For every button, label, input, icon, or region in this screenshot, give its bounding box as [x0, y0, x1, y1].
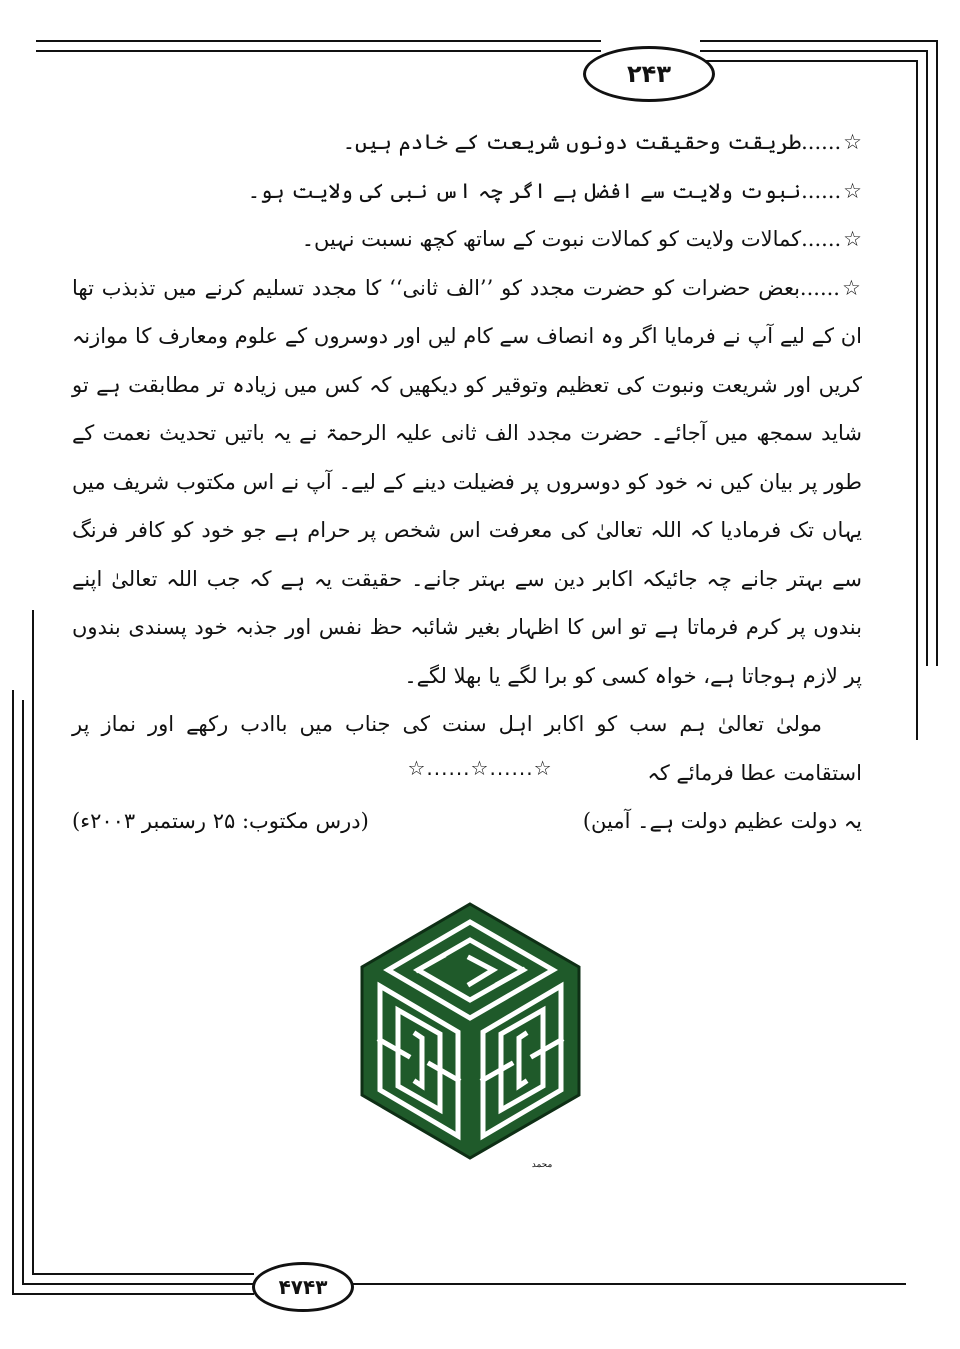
star-icon: ☆ [843, 130, 862, 154]
kufic-calligraphy-emblem [358, 900, 583, 1162]
bullet-item [72, 118, 862, 167]
frame-left-line-3 [32, 610, 34, 1275]
frame-bottom-line-3 [32, 1273, 254, 1275]
frame-top-line-1 [36, 40, 601, 42]
reference-citation: (درس مکتوب: ۲۵ رستمبر ۲۰۰۳ء) [72, 809, 369, 833]
frame-left-line-1 [12, 690, 14, 1295]
frame-bottom-right-line [346, 1283, 906, 1285]
emblem-caption: محمد [531, 1160, 553, 1170]
closing-last-text: یہ دولت عظیم دولت ہے۔ آمین) [582, 809, 862, 833]
section-divider: ☆......☆......☆ [407, 756, 553, 780]
star-icon: ☆ [843, 227, 862, 251]
frame-top-right-line-3 [700, 60, 918, 62]
header-page-number: ۲۴۳ [583, 46, 715, 102]
bullet-text: ......نبوت ولایت سے افضل ہے اگر چہ اس نبی کی ولایت ہو۔ [247, 178, 842, 203]
bullet-item [72, 167, 862, 216]
bullet-text: ......طریقت وحقیقت دونوں شریعت کے خادم ہیں۔ [342, 130, 842, 154]
main-paragraph [72, 264, 862, 701]
closing-last-line [72, 797, 862, 846]
page-content [72, 118, 862, 846]
bullet-item [72, 215, 862, 264]
frame-top-right-line-1 [700, 40, 938, 42]
frame-right-line-2 [926, 50, 928, 666]
frame-right-line-3 [916, 60, 918, 740]
star-icon: ☆ [841, 275, 862, 300]
bullet-text: ......کمالات ولایت کو کمالات نبوت کے ساتھ کچھ نسبت نہیں۔ [301, 227, 842, 251]
frame-top-right-line-2 [700, 50, 928, 52]
frame-bottom-line-1 [12, 1293, 254, 1295]
star-icon: ☆ [843, 178, 862, 203]
footer-page-number: ۴۷۴۳ [252, 1262, 354, 1312]
frame-top-line-2 [36, 50, 601, 52]
frame-right-line-1 [936, 40, 938, 666]
closing-prayer: مولیٰ تعالیٰ ہم سب کو اکابر اہل سنت کی جناب میں باادب رکھے اور نماز پر استقامت عطا فرمائے کہ [72, 712, 862, 785]
frame-bottom-line-2 [22, 1283, 254, 1285]
main-paragraph-text: ......بعض حضرات کو حضرت مجدد کو ’’الف ثانی‘‘ کا مجدد تسلیم کرنے میں تذبذب تھا ان کے لیے آپ نے فرمایا اگر وہ انصاف سے کام لیں اور دوسروں کے علوم ومعارف کا موازنہ کریں اور شریعت ونبوت کی تعظیم وتوقیر کو دیکھیں کہ کس میں زیادہ تر مطابقت ہے تو شاید سمجھ میں آجائے۔ حضرت مجدد الف ثانی علیہ الرحمۃ نے یہ باتیں تحدیث نعمت کے طور پر بیان کیں نہ خود کو دوسروں پر فضیلت دینے کے لیے۔ آپ نے اس مکتوب شریف میں یہاں تک فرمادیا کہ اللہ تعالیٰ کی معرفت اس شخص پر حرام ہے جو خود کو کافر فرنگ سے بہتر جانے چہ جائیکہ اکابر دین سے بہتر جانے۔ حقیقت یہ ہے کہ جب اللہ تعالیٰ اپنے بندوں پر کرم فرماتا ہے تو اس کا اظہار بغیر شائبہ حظ نفس اور جذبہ خود پسندی بندوں پر لازم ہوجاتا ہے، خواہ کسی کو برا لگے یا بھلا لگے۔ [72, 275, 862, 688]
frame-left-line-2 [22, 700, 24, 1285]
